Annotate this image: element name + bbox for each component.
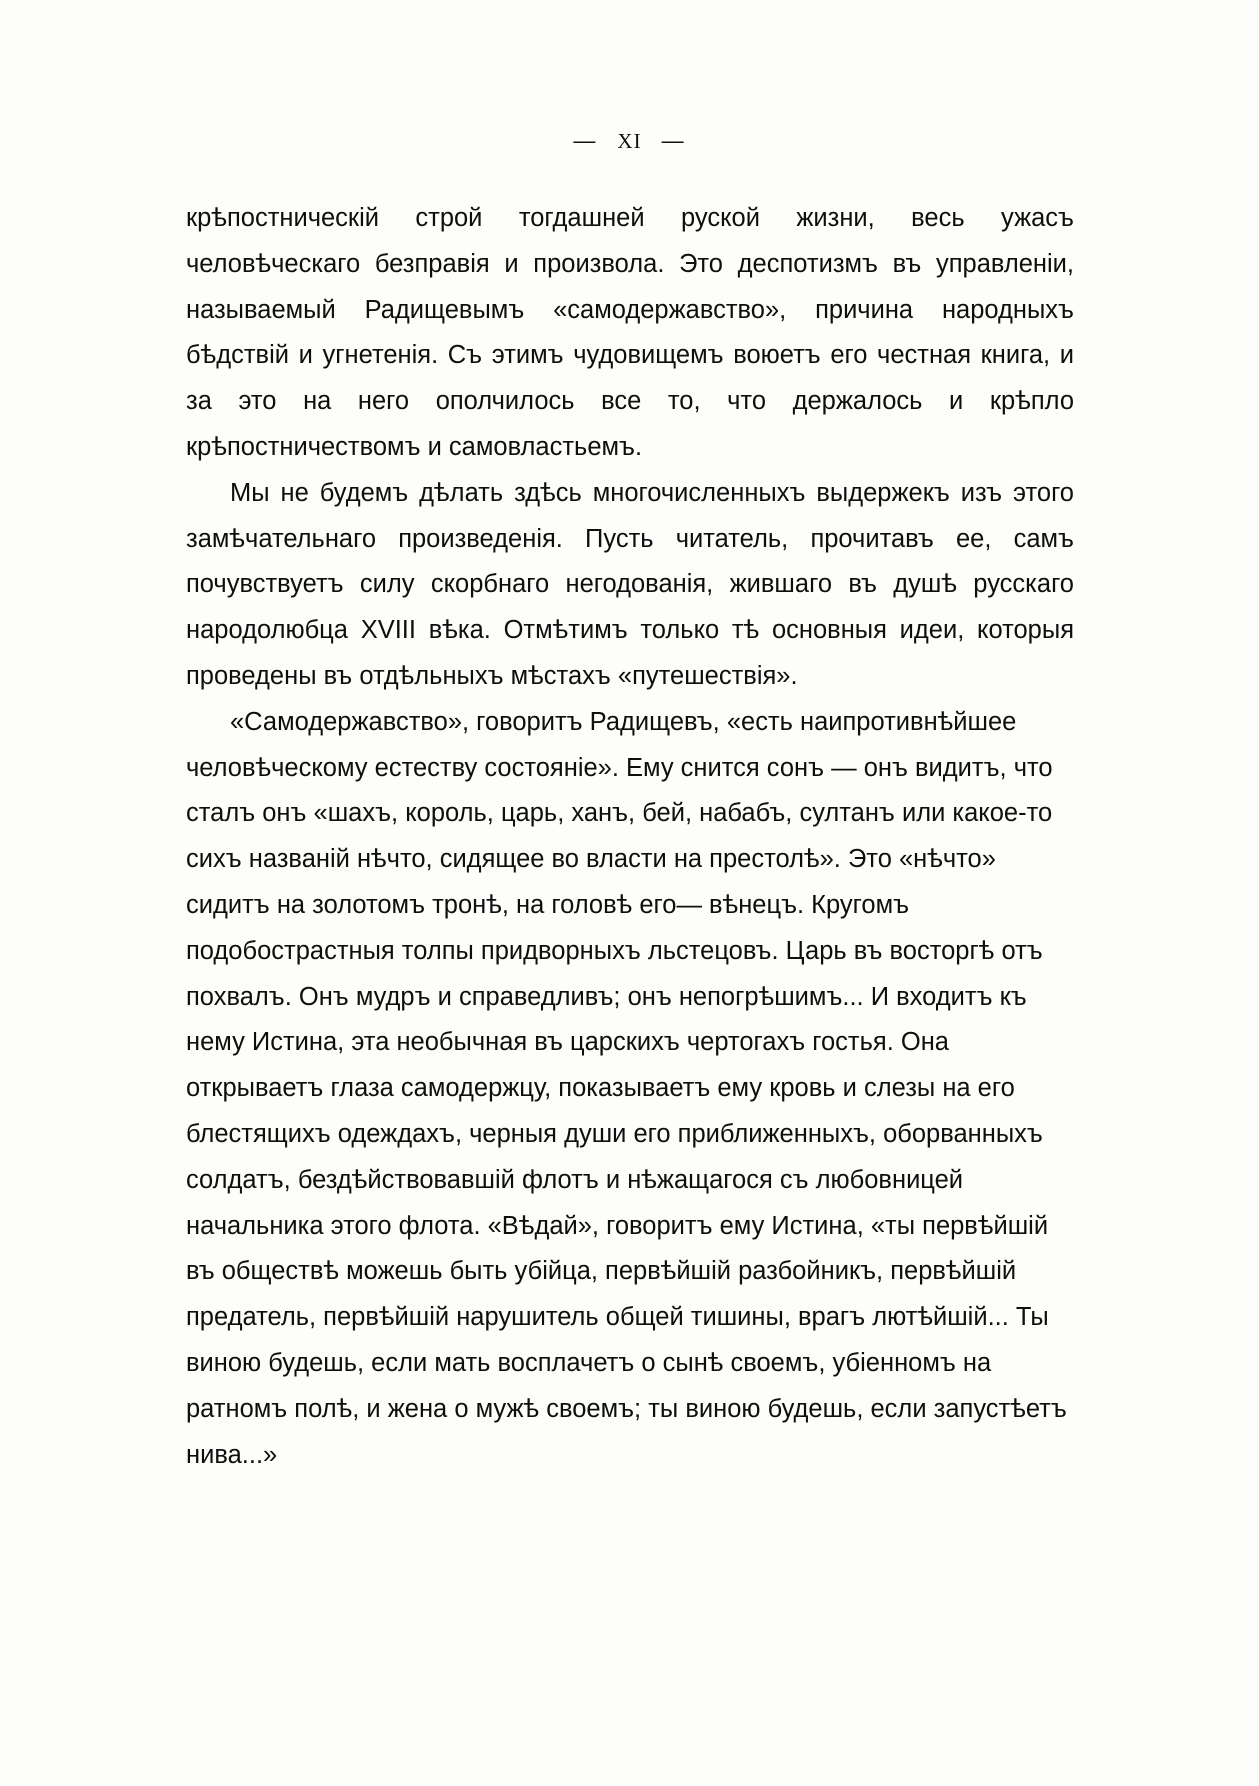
paragraph: «Самодержавство», говоритъ Радищевъ, «есть наипротивнѣйшее человѣческому естеству состояніе». Ему снится сонъ — онъ видитъ, что сталъ онъ «шахъ, король, царь, ханъ, бей, набабъ, султанъ или какое-то сихъ названій нѣчто, сидящее во власти на престолѣ». Это «нѣчто» сидитъ на золотомъ тронѣ, на головѣ его— вѣнецъ. Кругомъ подобострастныя толпы придворныхъ льстецовъ. Царь въ восторгѣ отъ похвалъ. Онъ мудръ и справедливъ; онъ непогрѣшимъ... И входитъ къ нему Истина, эта необычная въ царскихъ чертогахъ гостья. Она открываетъ глаза самодержцу, показываетъ ему кровь и слезы на его блестящихъ одеждахъ, черныя души его приближенныхъ, оборванныхъ солдатъ, бездѣйствовавшій флотъ и нѣжащагося съ любовницей начальника этого флота. «Вѣдай», говоритъ ему Истина, «ты первѣйшій въ обществѣ можешь быть убійца, первѣйшій разбойникъ, первѣйшій предатель, первѣйшій нарушитель общей тишины, врагъ лютѣйшій... Ты виною будешь, если мать восплачетъ о сынѣ своемъ, убіенномъ на ратномъ полѣ, и жена о мужѣ своемъ; ты виною будешь, если запустѣетъ нива...» <box>186 707 1067 1469</box>
paragraph: крѣпостническій строй тогдашней руской жизни, весь ужасъ человѣческаго безправія и произвола. Это деспотизмъ въ управленіи, называемый Радищевымъ «самодержавство», причина народныхъ бѣдствій и угнетенія. Съ этимъ чудовищемъ воюетъ его честная книга, и за это на него ополчилось все то, что держалось и крѣпло крѣпостничествомъ и самовластьемъ. <box>186 204 1074 461</box>
header-dash-right: — <box>661 128 686 153</box>
body-text <box>186 196 1074 1478</box>
folio-number: XI <box>617 129 642 153</box>
paragraph: Мы не будемъ дѣлать здѣсь многочисленныхъ выдержекъ изъ этого замѣчательнаго произведенія. Пусть читатель, прочитавъ ее, самъ почувствуетъ силу скорбнаго негодованія, жившаго въ душѣ русскаго народолюбца XVIII вѣка. Отмѣтимъ только тѣ основныя идеи, которыя проведены въ отдѣльныхъ мѣстахъ «путешествія». <box>186 478 1074 690</box>
header-dash-left: — <box>573 128 598 153</box>
page-header <box>0 128 1259 154</box>
